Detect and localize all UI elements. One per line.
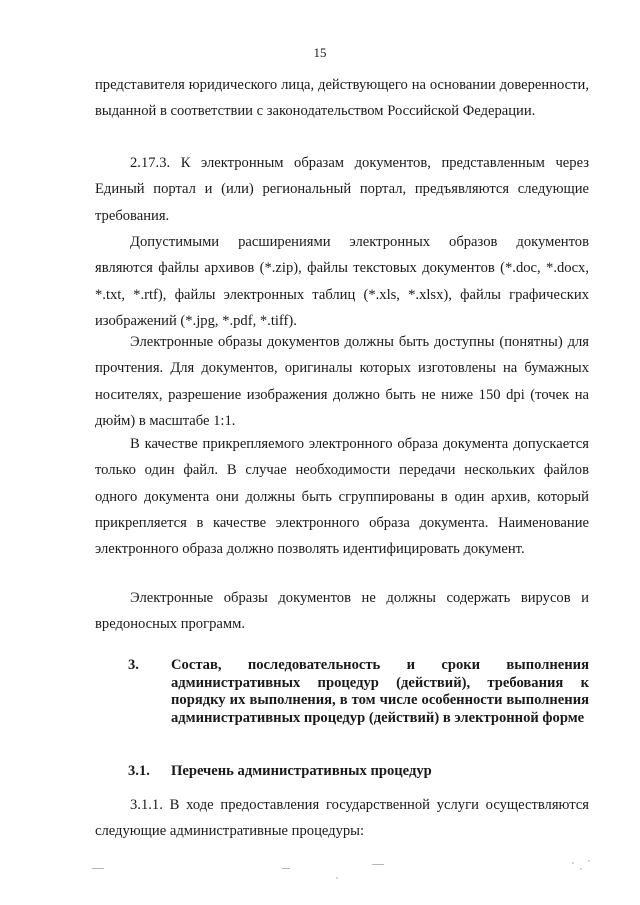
scan-artifact [282, 868, 290, 869]
paragraph-single-file: В качестве прикрепляемого электронного образа документа допускается только один файл. В случае необходимости передачи нескольких файлов одного документа они должны быть сгруппированы в один архив, который прикрепляется в качестве электронного образа документа. Наименование электронного образа должно позволять идентифицировать документ. [95, 436, 589, 558]
paragraph-representative: представителя юридического лица, действующего на основании доверенности, выданной в соответствии с законодательством Российской Федерации. [95, 77, 589, 120]
scan-artifact [92, 868, 104, 869]
page-number: 15 [313, 45, 327, 60]
section-title: Состав, последовательность и сроки выполнения административных процедур (действий), требования к порядку их выполнения, в том числе особенности выполнения административных процедур (действий) в электронной форме [171, 657, 589, 726]
paragraph-allowed-extensions: Допустимыми расширениями электронных образов документов являются файлы архивов (*.zip), файлы текстовых документов (*.doc, *.docx, *.txt, *.rtf), файлы электронных таблиц (*.xls, *.xlsx), файлы графических изображений (*.jpg, *.pdf, *.tiff). [95, 234, 589, 329]
scan-artifact [588, 860, 590, 862]
scan-artifact [580, 868, 582, 870]
scan-artifact [572, 862, 574, 864]
scan-artifact [336, 877, 338, 879]
paragraph-readability: Электронные образы документов должны быть доступны (понятны) для прочтения. Для документов, оригиналы которых изготовлены на бумажных носителях, разрешение изображения должно быть не ниже 150 dpi (точек на дюйм) в масштабе 1:1. [95, 334, 589, 429]
paragraph-procedures-list: 3.1.1. В ходе предоставления государственной услуги осуществляются следующие административные процедуры: [95, 797, 589, 840]
section-number: 3. [128, 657, 139, 673]
paragraph-viruses: Электронные образы документов не должны содержать вирусов и вредоносных программ. [95, 590, 589, 633]
subsection-title: Перечень административных процедур [171, 763, 432, 779]
paragraph-requirements-intro: 2.17.3. К электронным образам документов, представленным через Единый портал и (или) региональный портал, предъявляются следующие требования. [95, 155, 589, 224]
subsection-number: 3.1. [128, 763, 150, 779]
scan-artifact [372, 864, 384, 865]
